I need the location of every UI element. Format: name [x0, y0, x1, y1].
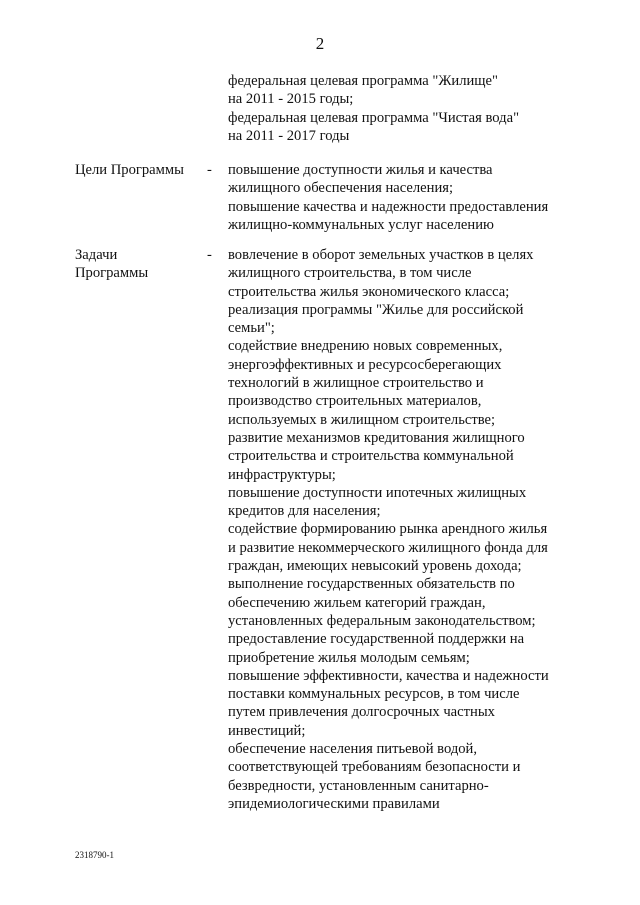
tasks-line: содействие внедрению новых современных, [228, 338, 503, 355]
tasks-line: обеспечению жильем категорий граждан, [228, 594, 486, 611]
goals-label [75, 161, 184, 179]
tasks-line: технологий в жилищное строительство и [228, 375, 484, 392]
tasks-line: граждан, имеющих невысокий уровень дохода; [228, 558, 522, 575]
goals-content [228, 161, 548, 234]
tasks-line: приобретение жилья молодым семьям; [228, 649, 470, 666]
tasks-line: строительства и строительства коммунальной [228, 448, 514, 465]
tasks-line: соответствующей требованиям безопасности и [228, 759, 521, 776]
goals-line: повышение доступности жилья и качества [228, 162, 493, 178]
tasks-line: используемых в жилищном строительстве; [228, 411, 496, 428]
goals-line: жилищного обеспечения населения; [228, 180, 454, 197]
tasks-label [75, 246, 148, 283]
tasks-line: инвестиций; [228, 722, 306, 739]
tasks-line: установленных федеральным законодательством; [228, 612, 536, 629]
goals-line: жилищно-коммунальных услуг населению [228, 216, 494, 233]
tasks-label-line: Программы [75, 265, 149, 282]
goals-label-line: Цели Программы [75, 162, 184, 178]
tasks-line: выполнение государственных обязательств по [228, 576, 515, 593]
tasks-line: поставки коммунальных ресурсов, в том числе [228, 686, 520, 703]
document-code: 2318790-1 [75, 850, 114, 860]
tasks-dash: - [207, 247, 212, 263]
intro-line: на 2011 - 2017 годы [228, 127, 350, 144]
tasks-line: предоставление государственной поддержки на [228, 631, 525, 648]
tasks-line: путем привлечения долгосрочных частных [228, 704, 495, 721]
tasks-content [228, 246, 549, 813]
tasks-line: семьи"; [228, 320, 275, 337]
tasks-line: энергоэффективных и ресурсосберегающих [228, 356, 502, 373]
tasks-line: инфраструктуры; [228, 466, 336, 483]
tasks-line: строительства жилья экономического класса; [228, 283, 510, 300]
goals-line: повышение качества и надежности предоставления [228, 198, 549, 215]
tasks-line: развитие механизмов кредитования жилищного [228, 429, 525, 446]
tasks-line: жилищного строительства, в том числе [228, 265, 472, 282]
tasks-line: кредитов для населения; [228, 503, 381, 520]
goals-dash: - [207, 162, 212, 178]
tasks-line: и развитие некоммерческого жилищного фонда для [228, 539, 548, 556]
intro-line: федеральная целевая программа "Жилище" [228, 73, 498, 89]
tasks-line: содействие формированию рынка арендного жилья [228, 521, 548, 538]
tasks-line: обеспечение населения питьевой водой, [228, 741, 478, 758]
tasks-line: производство строительных материалов, [228, 393, 482, 410]
intro-line: на 2011 - 2015 годы; [228, 91, 354, 108]
tasks-line: эпидемиологическими правилами [228, 795, 440, 812]
tasks-line: безвредности, установленным санитарно- [228, 777, 489, 794]
tasks-line: повышение доступности ипотечных жилищных [228, 484, 527, 501]
intro-block [228, 72, 519, 145]
tasks-label-line: Задачи [75, 247, 118, 263]
tasks-line: вовлечение в оборот земельных участков в целях [228, 247, 534, 263]
page-number: 2 [315, 34, 325, 53]
tasks-line: реализация программы "Жилье для российской [228, 301, 524, 318]
intro-line: федеральная целевая программа "Чистая вода" [228, 109, 520, 126]
tasks-line: повышение эффективности, качества и надежности [228, 667, 549, 684]
